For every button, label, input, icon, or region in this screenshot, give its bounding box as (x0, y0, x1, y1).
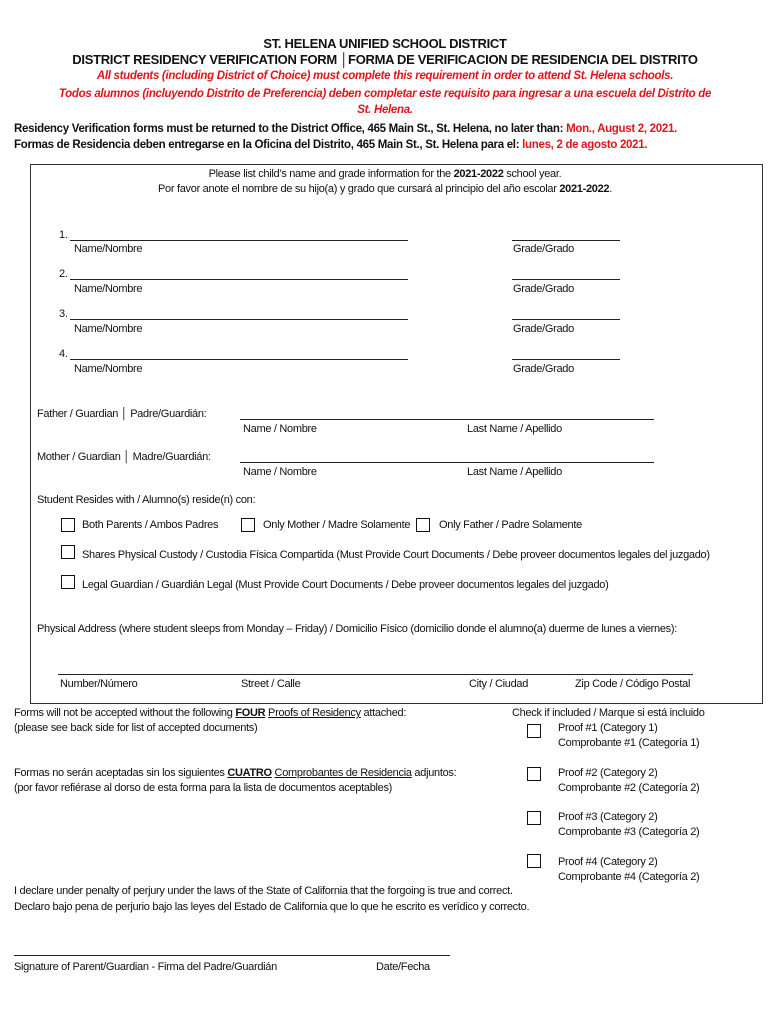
address-number-label: Number/Número (60, 678, 138, 690)
proof-checkbox[interactable] (527, 811, 541, 825)
child-number: 2. (59, 268, 68, 280)
proof-label-en: Proof #4 (Category 2) (558, 856, 658, 868)
only-father-label: Only Father / Padre Solamente (439, 519, 582, 531)
signature-field[interactable] (14, 955, 450, 956)
child-name-label: Name/Nombre (74, 323, 143, 335)
address-field[interactable] (58, 674, 693, 675)
proof-checkbox[interactable] (527, 724, 541, 738)
proof-label-es: Comprobante #4 (Categoría 2) (558, 871, 700, 883)
instructions-es: Por favor anote el nombre de su hijo(a) y grado que cursará al principio del año escolar 2021-2022. (158, 183, 612, 195)
proof-label-en: Proof #1 (Category 1) (558, 722, 658, 734)
child-name-label: Name/Nombre (74, 243, 143, 255)
proof-label-en: Proof #2 (Category 2) (558, 767, 658, 779)
proof-label-en: Proof #3 (Category 2) (558, 811, 658, 823)
notice-english: All students (including District of Choice) must complete this requirement in order to attend St. Helena schools. (96, 70, 674, 82)
child-number: 3. (59, 308, 68, 320)
notice-spanish-cont: St. Helena. (357, 104, 413, 116)
child-number: 4. (59, 348, 68, 360)
father-first-name-label: Name / Nombre (243, 423, 317, 435)
child-name-label: Name/Nombre (74, 283, 143, 295)
child-grade-label: Grade/Grado (513, 243, 574, 255)
instructions-en: Please list child’s name and grade information for the 2021-2022 school year. (208, 168, 562, 180)
signature-label: Signature of Parent/Guardian - Firma del Padre/Guardián (14, 961, 277, 973)
declaration-es: Declaro bajo pena de perjurio bajo las leyes del Estado de California que lo que he escrito es verídico y correcto. (14, 901, 530, 913)
mother-label: Mother / Guardian │ Madre/Guardián: (37, 451, 211, 463)
father-label: Father / Guardian │ Padre/Guardián: (37, 408, 207, 420)
proofs-required-en: Forms will not be accepted without the following FOUR Proofs of Residency attached: (14, 707, 407, 719)
child-name-label: Name/Nombre (74, 363, 143, 375)
check-included-label: Check if included / Marque si está incluido (512, 707, 705, 719)
mother-name-field[interactable] (240, 462, 654, 463)
proof-label-es: Comprobante #3 (Categoría 2) (558, 826, 700, 838)
deadline-date-en: Mon., August 2, 2021. (566, 123, 677, 135)
mother-first-name-label: Name / Nombre (243, 466, 317, 478)
district-title: ST. HELENA UNIFIED SCHOOL DISTRICT (263, 36, 507, 51)
legal-guardian-checkbox[interactable] (61, 575, 75, 589)
only-father-checkbox[interactable] (416, 518, 430, 532)
mother-last-name-label: Last Name / Apellido (467, 466, 562, 478)
child-grade-field[interactable] (512, 240, 620, 241)
child-name-field[interactable] (70, 319, 408, 320)
child-name-field[interactable] (70, 359, 408, 360)
form-title: DISTRICT RESIDENCY VERIFICATION FORM │FORMA DE VERIFICACION DE RESIDENCIA DEL DISTRITO (72, 52, 698, 67)
notice-spanish: Todos alumnos (incluyendo Distrito de Preferencia) deben completar este requisito para ingresar a una escuela del Distrito de (58, 88, 712, 100)
resides-label: Student Resides with / Alumno(s) reside(n) con: (37, 494, 256, 506)
address-street-label: Street / Calle (241, 678, 301, 690)
child-grade-label: Grade/Grado (513, 363, 574, 375)
father-name-field[interactable] (240, 419, 654, 420)
child-number: 1. (59, 229, 68, 241)
shared-custody-checkbox[interactable] (61, 545, 75, 559)
only-mother-checkbox[interactable] (241, 518, 255, 532)
declaration-en: I declare under penalty of perjury under the laws of the State of California that the forgoing is true and correct. (14, 885, 513, 897)
child-grade-field[interactable] (512, 279, 620, 280)
address-city-label: City / Ciudad (469, 678, 529, 690)
proofs-note-es: (por favor refiérase al dorso de esta forma para la lista de documentos aceptables) (14, 782, 393, 794)
proof-checkbox[interactable] (527, 854, 541, 868)
child-name-field[interactable] (70, 240, 408, 241)
child-name-field[interactable] (70, 279, 408, 280)
only-mother-label: Only Mother / Madre Solamente (263, 519, 411, 531)
proofs-note-en: (please see back side for list of accepted documents) (14, 722, 258, 734)
proof-label-es: Comprobante #2 (Categoría 2) (558, 782, 700, 794)
proof-checkbox[interactable] (527, 767, 541, 781)
shared-custody-label: Shares Physical Custody / Custodia Física Compartida (Must Provide Court Documents / Debe proveer documentos legales del juzgado) (82, 549, 710, 561)
deadline-date-es: lunes, 2 de agosto 2021. (522, 139, 648, 151)
return-deadline-en: Residency Verification forms must be returned to the District Office, 465 Main St., St. Helena, no later than: Mon., August 2, 2021. (14, 123, 677, 135)
child-grade-label: Grade/Grado (513, 283, 574, 295)
child-grade-field[interactable] (512, 359, 620, 360)
address-zip-label: Zip Code / Código Postal (575, 678, 691, 690)
legal-guardian-label: Legal Guardian / Guardián Legal (Must Provide Court Documents / Debe proveer documentos legales del juzgado) (82, 579, 609, 591)
child-grade-field[interactable] (512, 319, 620, 320)
father-last-name-label: Last Name / Apellido (467, 423, 562, 435)
proof-label-es: Comprobante #1 (Categoría 1) (558, 737, 700, 749)
return-deadline-es: Formas de Residencia deben entregarse en la Oficina del Distrito, 465 Main St., St. Helena para el: lunes, 2 de agosto 2021. (14, 139, 648, 151)
date-label: Date/Fecha (376, 961, 430, 973)
proofs-required-es: Formas no serán aceptadas sin los siguientes CUATRO Comprobantes de Residencia adjuntos: (14, 767, 457, 779)
both-parents-label: Both Parents / Ambos Padres (82, 519, 219, 531)
address-label: Physical Address (where student sleeps from Monday – Friday) / Domicilio Físico (domicilio donde el alumno(a) duerme de lunes a viernes): (37, 623, 677, 635)
child-grade-label: Grade/Grado (513, 323, 574, 335)
both-parents-checkbox[interactable] (61, 518, 75, 532)
